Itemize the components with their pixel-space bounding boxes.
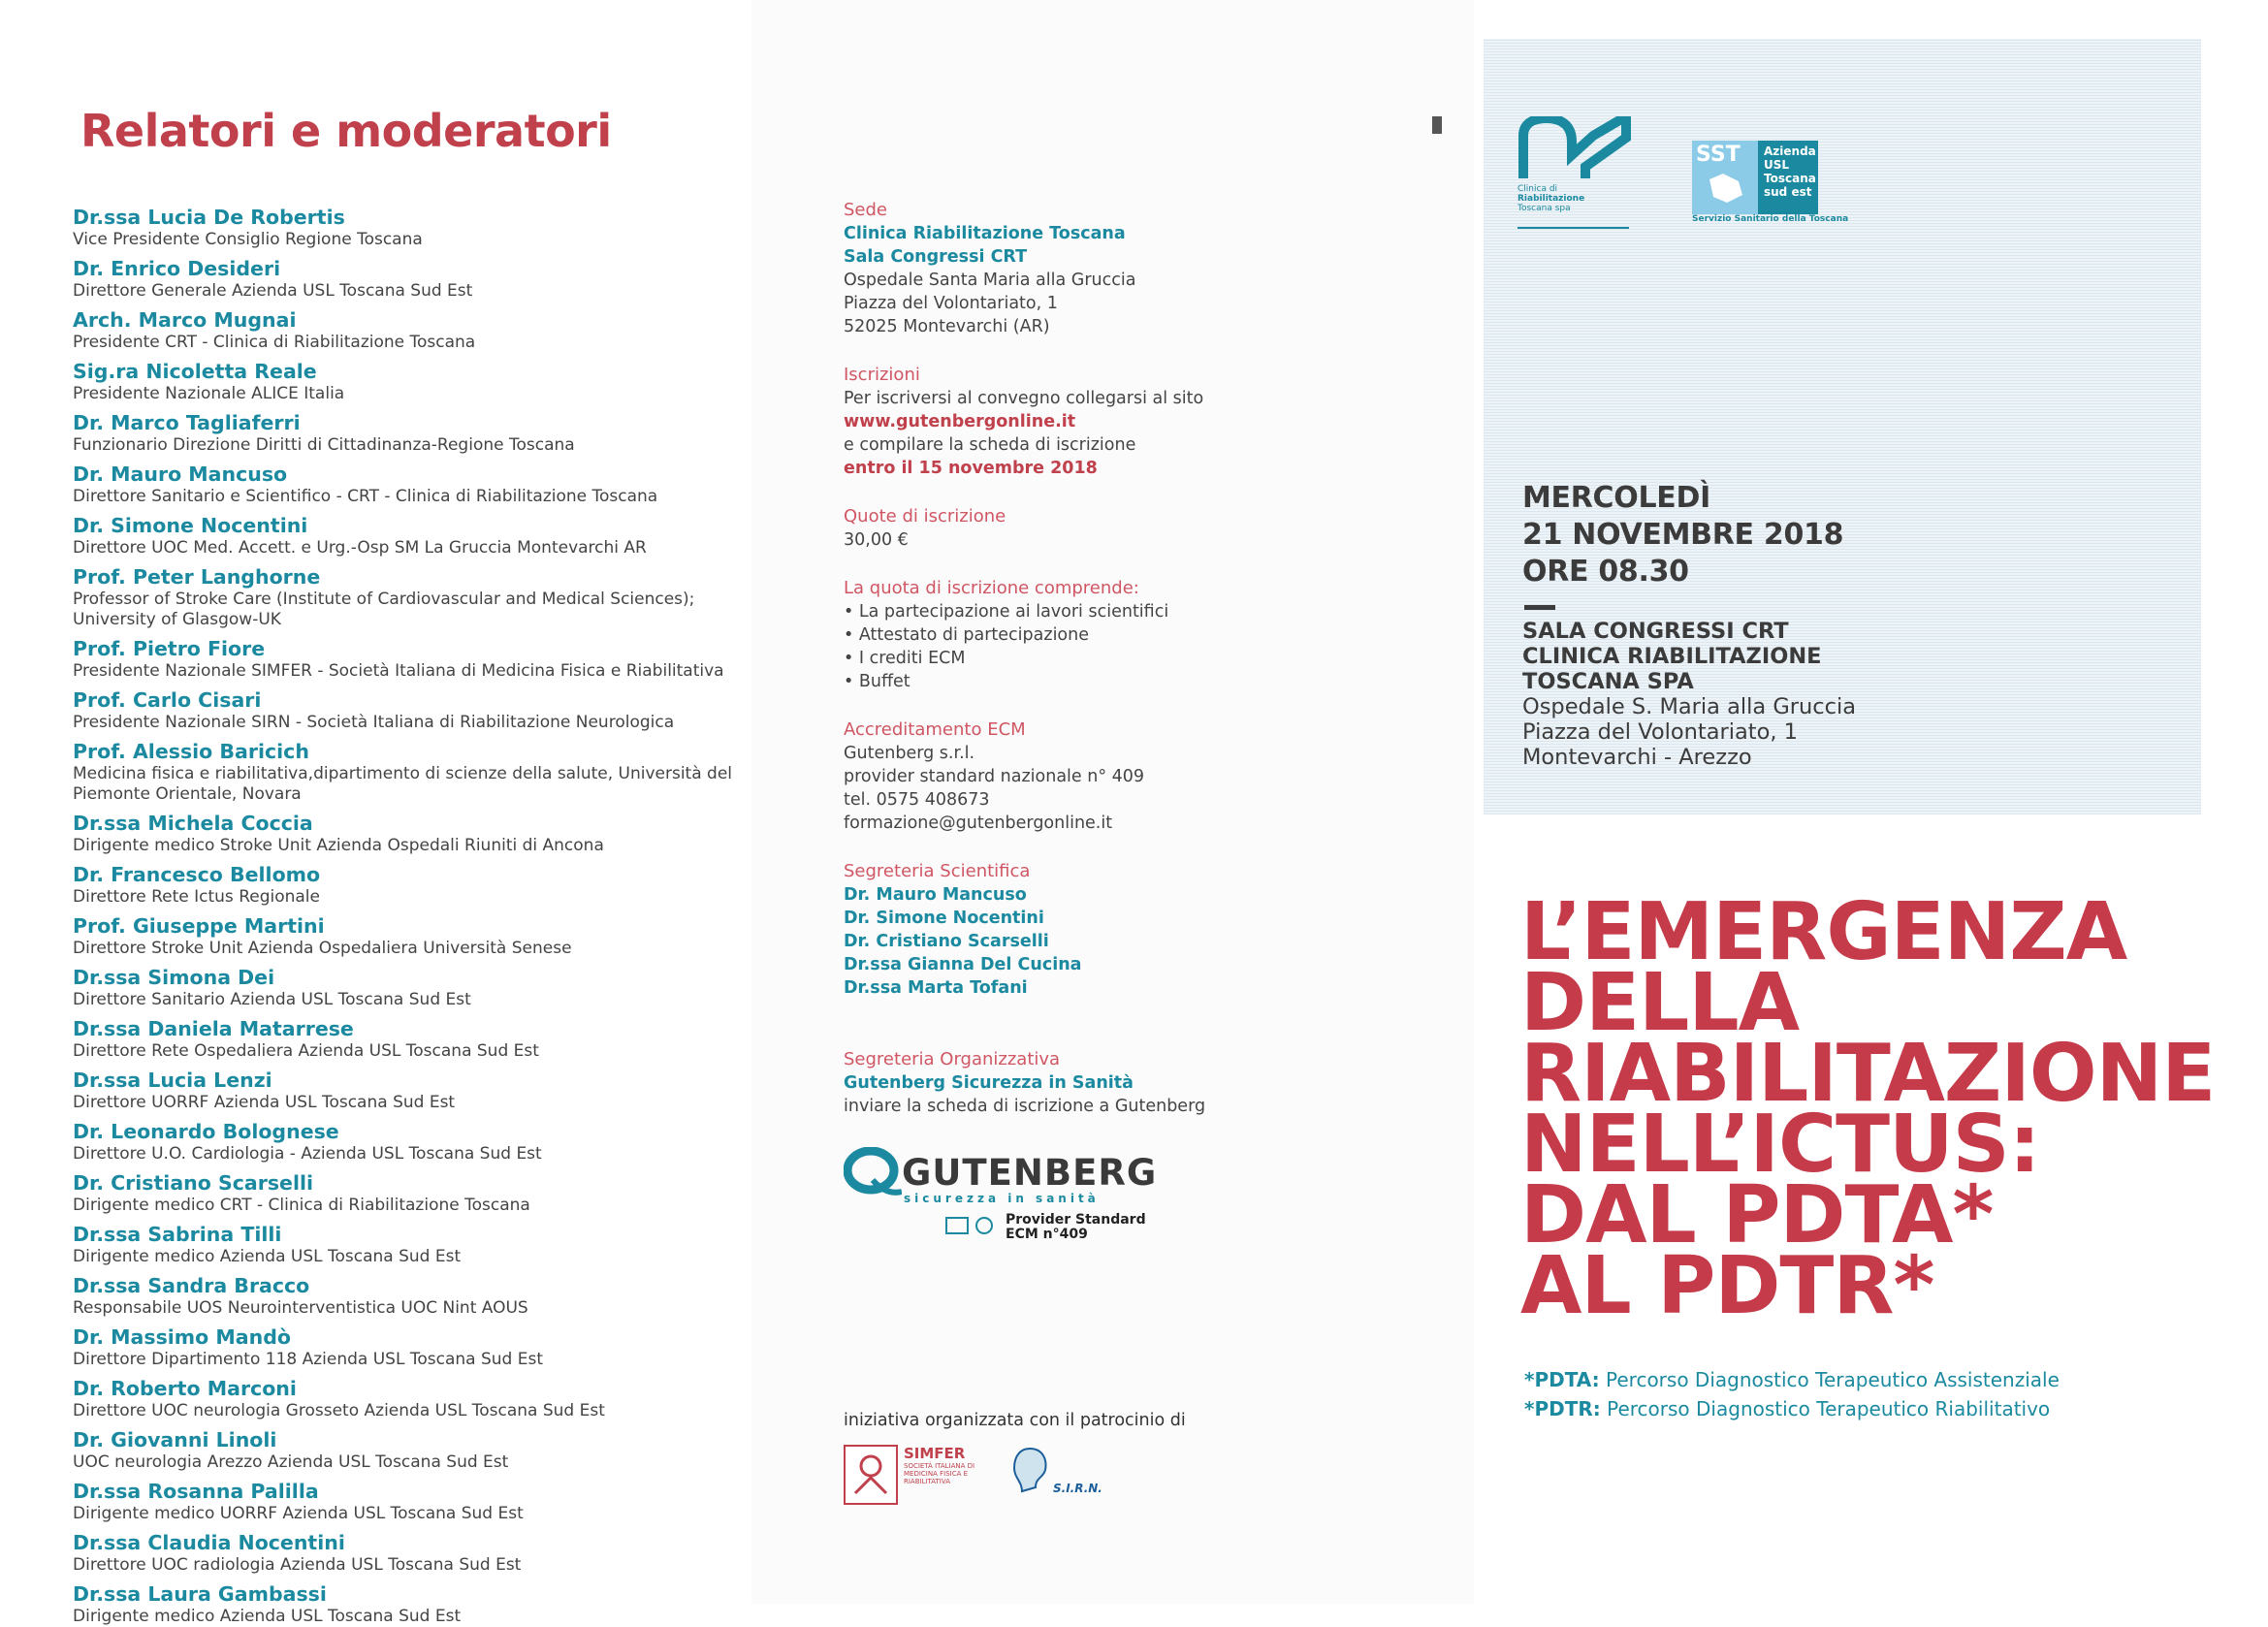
- usl-line: Toscana: [1764, 172, 1816, 185]
- speaker-item: [73, 1223, 751, 1267]
- ecm-label: Accreditamento ECM: [844, 719, 1026, 740]
- speaker-item: [73, 1377, 751, 1421]
- sede-line: Sala Congressi CRT: [844, 247, 1028, 267]
- speaker-item: [73, 1017, 751, 1062]
- usl-line: USL: [1764, 158, 1790, 172]
- speaker-role: Presidente Nazionale SIRN - Società Italiana di Riabilitazione Neurologica: [73, 713, 675, 732]
- comprende-item: • Attestato di partecipazione: [844, 625, 1089, 645]
- ecm-line: Gutenberg s.r.l.: [844, 744, 975, 763]
- gutenberg-tagline: sicurezza in sanità: [904, 1192, 1100, 1205]
- speaker-item: [73, 914, 751, 959]
- speaker-item: [73, 1120, 751, 1164]
- speaker-item: [73, 1069, 751, 1113]
- speaker-name: Dr. Mauro Mancuso: [73, 463, 288, 486]
- scientifica-section: [844, 860, 1474, 1000]
- title-line: NELL’ICTUS:: [1520, 1099, 2040, 1191]
- speaker-name: Dr. Leonardo Bolognese: [73, 1120, 339, 1143]
- speaker-role: Direttore Rete Ospedaliera Azienda USL Toscana Sud Est: [73, 1041, 539, 1061]
- iscrizioni-section: [844, 364, 1474, 480]
- iscrizioni-line: e compilare la scheda di iscrizione: [844, 435, 1136, 455]
- organizzativa-label: Segreteria Organizzativa: [844, 1049, 1061, 1069]
- crt-logo-text: Riabilitazione: [1517, 194, 1585, 204]
- speaker-role: Direttore UOC radiologia Azienda USL Toscana Sud Est: [73, 1555, 522, 1575]
- info-panel: [751, 0, 1474, 1604]
- venue-line: Piazza del Volontariato, 1: [1522, 719, 1798, 745]
- organizzativa-line: Gutenberg Sicurezza in Sanità: [844, 1073, 1134, 1093]
- certification-badge-icon: [945, 1217, 996, 1238]
- speaker-item: [73, 1171, 751, 1216]
- usl-box: [1758, 141, 1818, 214]
- pdtr-key: *PDTR:: [1524, 1397, 1601, 1420]
- title-line: DELLA: [1520, 957, 1800, 1049]
- speaker-name: Dr. Roberto Marconi: [73, 1377, 297, 1400]
- title-line: AL PDTR*: [1520, 1240, 1934, 1332]
- speakers-title: Relatori e moderatori: [80, 105, 612, 157]
- comprende-label: La quota di iscrizione comprende:: [844, 578, 1139, 598]
- crt-logo-rule: [1517, 227, 1629, 229]
- sede-line: Ospedale Santa Maria alla Gruccia: [844, 271, 1136, 290]
- event-title: [1520, 886, 2216, 1332]
- speaker-name: Dr.ssa Claudia Nocentini: [73, 1531, 345, 1554]
- speaker-role: Dirigente medico Azienda USL Toscana Sud Est: [73, 1247, 462, 1266]
- ecm-section: [844, 718, 1474, 835]
- acronym-notes: [1524, 1365, 2060, 1423]
- speaker-item: [73, 966, 751, 1010]
- iscrizioni-deadline: entro il 15 novembre 2018: [844, 459, 1098, 478]
- quote-label: Quote di iscrizione: [844, 506, 1006, 526]
- speaker-role: Medicina fisica e riabilitativa,dipartimento di scienze della salute, Università del Piemonte Orientale, Novara: [73, 764, 733, 804]
- speaker-name: Dr. Giovanni Linoli: [73, 1428, 277, 1452]
- speaker-name: Dr. Francesco Bellomo: [73, 863, 321, 886]
- crt-logo-text: Toscana spa: [1517, 204, 1571, 213]
- speaker-item: [73, 206, 751, 250]
- comprende-item: • La partecipazione ai lavori scientifici: [844, 602, 1169, 622]
- speaker-item: [73, 637, 751, 682]
- speaker-role: Professor of Stroke Care (Institute of Cardiovascular and Medical Sciences); University of Glasgow-UK: [73, 590, 695, 629]
- crt-logo-icon: [1517, 116, 1634, 180]
- speaker-item: [73, 514, 751, 558]
- speaker-name: Prof. Peter Langhorne: [73, 565, 321, 589]
- speaker-role: Responsabile UOS Neurointerventistica UOC Nint AOUS: [73, 1298, 528, 1318]
- speaker-role: Direttore Dipartimento 118 Azienda USL Toscana Sud Est: [73, 1350, 543, 1369]
- speaker-role: Direttore Sanitario e Scientifico - CRT - Clinica di Riabilitazione Toscana: [73, 487, 658, 506]
- speaker-name: Prof. Carlo Cisari: [73, 688, 262, 712]
- speaker-role: Direttore UOC Med. Accett. e Urg.-Osp SM La Gruccia Montevarchi AR: [73, 538, 647, 558]
- speaker-name: Prof. Giuseppe Martini: [73, 914, 325, 938]
- speaker-role: Dirigente medico CRT - Clinica di Riabilitazione Toscana: [73, 1196, 530, 1215]
- sirn-head-icon: [1010, 1445, 1049, 1495]
- event-venue: [1522, 619, 1856, 770]
- sst-label: SST: [1696, 143, 1741, 167]
- event-date-text: 21 NOVEMBRE 2018: [1522, 518, 1844, 552]
- speaker-item: [73, 1274, 751, 1319]
- speaker-item: [73, 688, 751, 733]
- sede-section: [844, 199, 1474, 338]
- event-time: ORE 08.30: [1522, 555, 1689, 589]
- usl-logo: [1692, 141, 1848, 224]
- speaker-role: Direttore UORRF Azienda USL Toscana Sud Est: [73, 1093, 456, 1112]
- crt-logo-text: Clinica di: [1517, 184, 1558, 194]
- speaker-name: Dr.ssa Rosanna Palilla: [73, 1480, 319, 1503]
- iscrizioni-site-link[interactable]: www.gutenbergonline.it: [844, 412, 1076, 431]
- scientifica-name: Dr.ssa Gianna Del Cucina: [844, 955, 1082, 974]
- speaker-role: Direttore Stroke Unit Azienda Ospedaliera Università Senese: [73, 939, 572, 958]
- quote-value: 30,00 €: [844, 530, 909, 550]
- sede-line: 52025 Montevarchi (AR): [844, 317, 1050, 336]
- speaker-name: Dr.ssa Sandra Bracco: [73, 1274, 310, 1297]
- provider-text: [1006, 1213, 1146, 1242]
- sede-line: Piazza del Volontariato, 1: [844, 294, 1058, 313]
- sede-label: Sede: [844, 200, 887, 220]
- speaker-name: Dr.ssa Daniela Matarrese: [73, 1017, 354, 1040]
- speaker-name: Dr.ssa Lucia Lenzi: [73, 1069, 272, 1092]
- speaker-item: [73, 411, 751, 456]
- speaker-name: Dr.ssa Lucia De Robertis: [73, 206, 345, 229]
- comprende-item: • Buffet: [844, 672, 910, 691]
- sst-emblem: [1692, 141, 1758, 214]
- speaker-name: Dr. Massimo Mandò: [73, 1325, 291, 1349]
- gutenberg-logo: [844, 1147, 1474, 1242]
- speaker-role: Direttore Generale Azienda USL Toscana Sud Est: [73, 281, 473, 301]
- speaker-name: Prof. Alessio Baricich: [73, 740, 309, 763]
- scientifica-name: Dr. Mauro Mancuso: [844, 885, 1027, 905]
- speaker-item: [73, 812, 751, 856]
- tuscany-map-icon: [1706, 172, 1744, 205]
- usl-line: Azienda: [1764, 144, 1816, 158]
- title-line: DAL PDTA*: [1520, 1169, 1994, 1261]
- speaker-name: Dr. Enrico Desideri: [73, 257, 281, 280]
- speaker-name: Prof. Pietro Fiore: [73, 637, 266, 660]
- speaker-list: [73, 206, 751, 1627]
- ecm-line: provider standard nazionale n° 409: [844, 767, 1145, 786]
- speaker-role: Funzionario Direzione Diritti di Cittadinanza-Regione Toscana: [73, 435, 575, 455]
- gutenberg-q-icon: [844, 1147, 902, 1197]
- speaker-name: Dr.ssa Michela Coccia: [73, 812, 313, 835]
- speaker-role: Direttore Rete Ictus Regionale: [73, 887, 320, 907]
- speaker-name: Sig.ra Nicoletta Reale: [73, 360, 317, 383]
- pdtr-value: Percorso Diagnostico Terapeutico Riabilitativo: [1607, 1397, 2051, 1420]
- speaker-name: Dr. Marco Tagliaferri: [73, 411, 301, 434]
- sirn-name: S.I.R.N.: [1053, 1482, 1102, 1495]
- simfer-name: SIMFER: [904, 1445, 966, 1462]
- speaker-item: [73, 360, 751, 404]
- speaker-name: Dr. Simone Nocentini: [73, 514, 308, 537]
- pdta-value: Percorso Diagnostico Terapeutico Assistenziale: [1606, 1368, 2060, 1391]
- speaker-name: Dr.ssa Sabrina Tilli: [73, 1223, 282, 1246]
- patrocinio-title: iniziativa organizzata con il patrocinio di: [844, 1411, 1186, 1430]
- speaker-item: [73, 257, 751, 302]
- title-line: RIABILITAZIONE: [1520, 1028, 2216, 1120]
- speaker-role: UOC neurologia Arezzo Azienda USL Toscana Sud Est: [73, 1452, 509, 1472]
- speaker-name: Dr.ssa Laura Gambassi: [73, 1582, 327, 1606]
- speaker-item: [73, 1428, 751, 1473]
- speaker-item: [73, 463, 751, 507]
- event-date: [1522, 480, 1843, 590]
- comprende-section: [844, 577, 1474, 693]
- scientifica-label: Segreteria Scientifica: [844, 861, 1031, 881]
- venue-line: Montevarchi - Arezzo: [1522, 745, 1752, 770]
- patrocinio-logos: [844, 1445, 1102, 1505]
- scientifica-name: Dr.ssa Marta Tofani: [844, 978, 1028, 998]
- venue-line: CLINICA RIABILITAZIONE: [1522, 644, 1822, 669]
- simfer-emblem-icon: [844, 1445, 898, 1505]
- speaker-role: Presidente CRT - Clinica di Riabilitazione Toscana: [73, 333, 476, 352]
- sede-line: Clinica Riabilitazione Toscana: [844, 224, 1126, 243]
- speaker-item: [73, 1325, 751, 1370]
- speaker-item: [73, 1582, 751, 1627]
- speaker-role: Presidente Nazionale ALICE Italia: [73, 384, 345, 403]
- speaker-item: [73, 308, 751, 353]
- scientifica-name: Dr. Cristiano Scarselli: [844, 932, 1049, 951]
- crt-logo: [1517, 116, 1634, 229]
- comprende-item: • I crediti ECM: [844, 649, 966, 668]
- venue-line: SALA CONGRESSI CRT: [1522, 619, 1789, 644]
- speaker-item: [73, 863, 751, 908]
- speakers-panel: [0, 0, 751, 1626]
- speaker-name: Dr. Cristiano Scarselli: [73, 1171, 314, 1195]
- gutenberg-wordmark: GUTENBERG: [902, 1151, 1158, 1194]
- usl-line: sud est: [1764, 185, 1812, 199]
- iscrizioni-label: Iscrizioni: [844, 365, 920, 385]
- speaker-role: Dirigente medico Azienda USL Toscana Sud Est: [73, 1607, 462, 1626]
- speaker-role: Vice Presidente Consiglio Regione Toscana: [73, 230, 423, 249]
- speaker-role: Direttore U.O. Cardiologia - Azienda USL Toscana Sud Est: [73, 1144, 542, 1164]
- speaker-role: Direttore UOC neurologia Grosseto Azienda USL Toscana Sud Est: [73, 1401, 605, 1420]
- provider-line: ECM n°409: [1006, 1227, 1088, 1242]
- divider: [1524, 605, 1555, 610]
- pdta-key: *PDTA:: [1524, 1368, 1600, 1391]
- organizzativa-section: [844, 1048, 1474, 1118]
- iscrizioni-line: Per iscriversi al convegno collegarsi al sito: [844, 389, 1204, 408]
- provider-line: Provider Standard: [1006, 1212, 1146, 1228]
- speaker-name: Arch. Marco Mugnai: [73, 308, 297, 332]
- speaker-role: Presidente Nazionale SIMFER - Società Italiana di Medicina Fisica e Riabilitativa: [73, 661, 724, 681]
- simfer-logo: [844, 1445, 981, 1505]
- organizzativa-line: inviare la scheda di iscrizione a Gutenberg: [844, 1097, 1206, 1116]
- event-day: MERCOLEDÌ: [1522, 481, 1710, 515]
- venue-line: Ospedale S. Maria alla Gruccia: [1522, 694, 1857, 719]
- quote-section: [844, 505, 1474, 552]
- venue-line: TOSCANA SPA: [1522, 669, 1694, 694]
- simfer-subtitle: SOCIETÀ ITALIANA DI MEDICINA FISICA E RIABILITATIVA: [904, 1462, 975, 1485]
- speaker-item: [73, 740, 751, 805]
- speaker-role: Dirigente medico UORRF Azienda USL Toscana Sud Est: [73, 1504, 524, 1523]
- speaker-role: Dirigente medico Stroke Unit Azienda Ospedali Riuniti di Ancona: [73, 836, 604, 855]
- speaker-name: Dr.ssa Simona Dei: [73, 966, 275, 989]
- ecm-line: tel. 0575 408673: [844, 790, 990, 810]
- sirn-logo: [1010, 1445, 1102, 1495]
- usl-footer: Servizio Sanitario della Toscana: [1692, 214, 1849, 224]
- fold-mark: [1432, 116, 1442, 134]
- speaker-item: [73, 1480, 751, 1524]
- speaker-role: Direttore Sanitario Azienda USL Toscana Sud Est: [73, 990, 471, 1009]
- ecm-email-link[interactable]: formazione@gutenbergonline.it: [844, 814, 1113, 833]
- speaker-item: [73, 565, 751, 630]
- speaker-item: [73, 1531, 751, 1576]
- title-line: L’EMERGENZA: [1520, 886, 2127, 978]
- scientifica-name: Dr. Simone Nocentini: [844, 909, 1044, 928]
